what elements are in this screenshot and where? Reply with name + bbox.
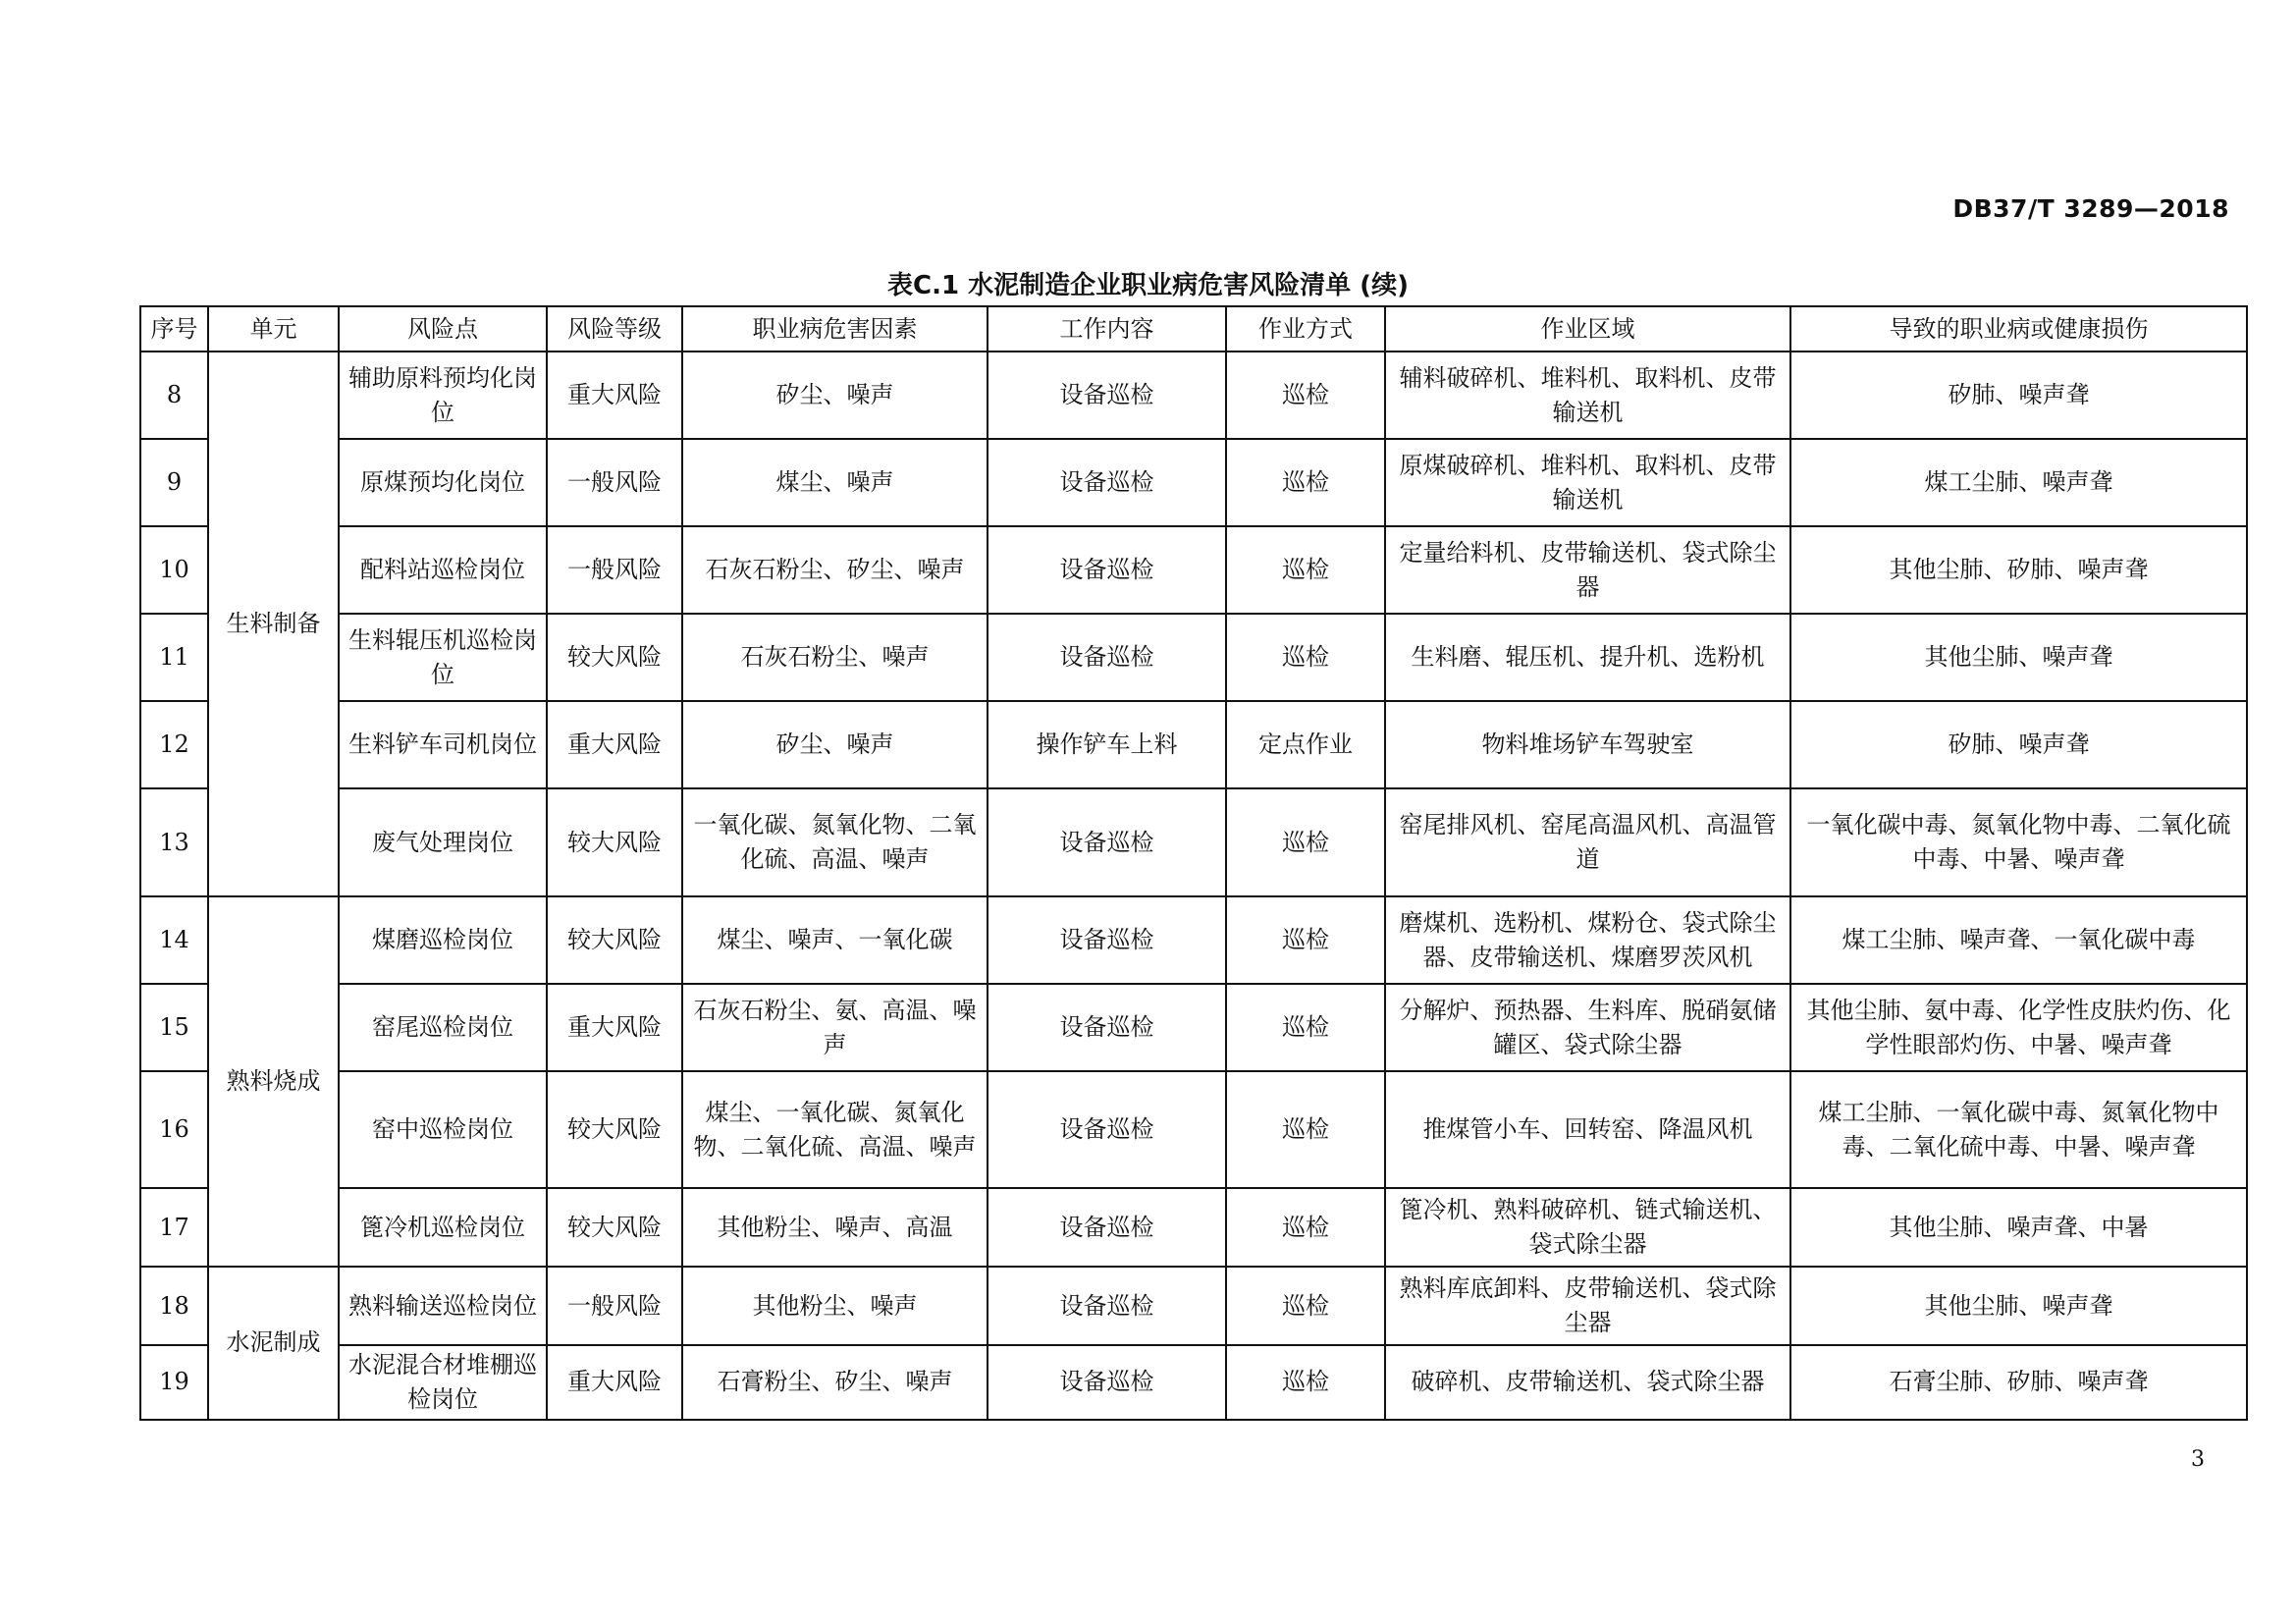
table-row <box>140 1345 2247 1420</box>
unit-cell: 水泥制成 <box>208 1267 339 1420</box>
hazard-factors: 一氧化碳、氮氧化物、二氧化硫、高温、噪声 <box>682 788 988 896</box>
risk-level: 重大风险 <box>547 701 682 788</box>
table-row <box>140 701 2247 788</box>
row-number: 14 <box>140 896 208 984</box>
page-number: 3 <box>2191 1447 2205 1472</box>
hazard-factors: 其他粉尘、噪声、高温 <box>682 1188 988 1267</box>
work-area: 推煤管小车、回转窑、降温风机 <box>1385 1071 1790 1188</box>
row-number: 15 <box>140 984 208 1071</box>
col-header: 单元 <box>208 306 339 352</box>
work-mode: 定点作业 <box>1226 701 1385 788</box>
hazard-factors: 石膏粉尘、矽尘、噪声 <box>682 1345 988 1420</box>
work-area: 原煤破碎机、堆料机、取料机、皮带输送机 <box>1385 439 1790 526</box>
row-number: 8 <box>140 352 208 439</box>
risk-level: 一般风险 <box>547 526 682 614</box>
work-mode: 巡检 <box>1226 984 1385 1071</box>
table-row <box>140 526 2247 614</box>
work-area: 分解炉、预热器、生料库、脱硝氨储罐区、袋式除尘器 <box>1385 984 1790 1071</box>
table-row <box>140 984 2247 1071</box>
row-number: 19 <box>140 1345 208 1420</box>
work-area: 物料堆场铲车驾驶室 <box>1385 701 1790 788</box>
disease: 其他尘肺、矽肺、噪声聋 <box>1790 526 2247 614</box>
table-row <box>140 439 2247 526</box>
risk-level: 较大风险 <box>547 614 682 701</box>
work-mode: 巡检 <box>1226 1188 1385 1267</box>
risk-level: 较大风险 <box>547 896 682 984</box>
col-header: 导致的职业病或健康损伤 <box>1790 306 2247 352</box>
work-mode: 巡检 <box>1226 614 1385 701</box>
work-content: 设备巡检 <box>988 1267 1226 1345</box>
work-content: 设备巡检 <box>988 1345 1226 1420</box>
work-content: 设备巡检 <box>988 614 1226 701</box>
risk-point: 窑中巡检岗位 <box>339 1071 547 1188</box>
risk-point: 生料铲车司机岗位 <box>339 701 547 788</box>
risk-point: 废气处理岗位 <box>339 788 547 896</box>
disease: 石膏尘肺、矽肺、噪声聋 <box>1790 1345 2247 1420</box>
hazard-factors: 煤尘、一氧化碳、氮氧化物、二氧化硫、高温、噪声 <box>682 1071 988 1188</box>
row-number: 9 <box>140 439 208 526</box>
col-header: 职业病危害因素 <box>682 306 988 352</box>
table-row <box>140 1267 2247 1345</box>
disease: 一氧化碳中毒、氮氧化物中毒、二氧化硫中毒、中暑、噪声聋 <box>1790 788 2247 896</box>
risk-table <box>139 305 2248 1421</box>
table-title: 表C.1 水泥制造企业职业病危害风险清单 (续) <box>887 271 1409 300</box>
unit-cell: 生料制备 <box>208 352 339 896</box>
work-area: 生料磨、辊压机、提升机、选粉机 <box>1385 614 1790 701</box>
risk-point: 窑尾巡检岗位 <box>339 984 547 1071</box>
table-header-row <box>140 306 2247 352</box>
work-area: 篦冷机、熟料破碎机、链式输送机、袋式除尘器 <box>1385 1188 1790 1267</box>
risk-level: 重大风险 <box>547 1345 682 1420</box>
hazard-factors: 石灰石粉尘、矽尘、噪声 <box>682 526 988 614</box>
disease: 矽肺、噪声聋 <box>1790 701 2247 788</box>
work-content: 设备巡检 <box>988 896 1226 984</box>
work-content: 设备巡检 <box>988 984 1226 1071</box>
risk-point: 辅助原料预均化岗位 <box>339 352 547 439</box>
col-header: 风险等级 <box>547 306 682 352</box>
disease: 煤工尘肺、一氧化碳中毒、氮氧化物中毒、二氧化硫中毒、中暑、噪声聋 <box>1790 1071 2247 1188</box>
risk-point: 篦冷机巡检岗位 <box>339 1188 547 1267</box>
col-header: 作业区域 <box>1385 306 1790 352</box>
table-row <box>140 1071 2247 1188</box>
risk-point: 熟料输送巡检岗位 <box>339 1267 547 1345</box>
disease: 其他尘肺、氨中毒、化学性皮肤灼伤、化学性眼部灼伤、中暑、噪声聋 <box>1790 984 2247 1071</box>
work-content: 设备巡检 <box>988 1188 1226 1267</box>
work-area: 磨煤机、选粉机、煤粉仓、袋式除尘器、皮带输送机、煤磨罗茨风机 <box>1385 896 1790 984</box>
row-number: 16 <box>140 1071 208 1188</box>
col-header: 风险点 <box>339 306 547 352</box>
risk-level: 一般风险 <box>547 439 682 526</box>
row-number: 18 <box>140 1267 208 1345</box>
work-mode: 巡检 <box>1226 896 1385 984</box>
work-content: 操作铲车上料 <box>988 701 1226 788</box>
work-mode: 巡检 <box>1226 439 1385 526</box>
work-mode: 巡检 <box>1226 788 1385 896</box>
hazard-factors: 矽尘、噪声 <box>682 352 988 439</box>
work-content: 设备巡检 <box>988 526 1226 614</box>
hazard-factors: 其他粉尘、噪声 <box>682 1267 988 1345</box>
risk-level: 重大风险 <box>547 984 682 1071</box>
risk-level: 较大风险 <box>547 1188 682 1267</box>
disease: 矽肺、噪声聋 <box>1790 352 2247 439</box>
row-number: 11 <box>140 614 208 701</box>
risk-point: 生料辊压机巡检岗位 <box>339 614 547 701</box>
work-content: 设备巡检 <box>988 439 1226 526</box>
table-row <box>140 896 2247 984</box>
disease: 煤工尘肺、噪声聋、一氧化碳中毒 <box>1790 896 2247 984</box>
work-content: 设备巡检 <box>988 788 1226 896</box>
work-area: 辅料破碎机、堆料机、取料机、皮带输送机 <box>1385 352 1790 439</box>
risk-level: 一般风险 <box>547 1267 682 1345</box>
unit-cell: 熟料烧成 <box>208 896 339 1267</box>
disease: 煤工尘肺、噪声聋 <box>1790 439 2247 526</box>
standard-code: DB37/T 3289—2018 <box>1952 194 2229 223</box>
work-area: 熟料库底卸料、皮带输送机、袋式除尘器 <box>1385 1267 1790 1345</box>
risk-point: 煤磨巡检岗位 <box>339 896 547 984</box>
risk-level: 较大风险 <box>547 1071 682 1188</box>
table-row <box>140 352 2247 439</box>
row-number: 10 <box>140 526 208 614</box>
disease: 其他尘肺、噪声聋、中暑 <box>1790 1188 2247 1267</box>
row-number: 13 <box>140 788 208 896</box>
work-mode: 巡检 <box>1226 1071 1385 1188</box>
work-area: 定量给料机、皮带输送机、袋式除尘器 <box>1385 526 1790 614</box>
risk-level: 较大风险 <box>547 788 682 896</box>
table-row <box>140 614 2247 701</box>
work-mode: 巡检 <box>1226 1267 1385 1345</box>
disease: 其他尘肺、噪声聋 <box>1790 614 2247 701</box>
row-number: 12 <box>140 701 208 788</box>
work-area: 窑尾排风机、窑尾高温风机、高温管道 <box>1385 788 1790 896</box>
work-mode: 巡检 <box>1226 1345 1385 1420</box>
risk-point: 原煤预均化岗位 <box>339 439 547 526</box>
row-number: 17 <box>140 1188 208 1267</box>
table-row <box>140 1188 2247 1267</box>
work-content: 设备巡检 <box>988 352 1226 439</box>
col-header: 作业方式 <box>1226 306 1385 352</box>
col-header: 工作内容 <box>988 306 1226 352</box>
hazard-factors: 煤尘、噪声、一氧化碳 <box>682 896 988 984</box>
hazard-factors: 石灰石粉尘、氨、高温、噪声 <box>682 984 988 1071</box>
work-mode: 巡检 <box>1226 526 1385 614</box>
col-header: 序号 <box>140 306 208 352</box>
work-content: 设备巡检 <box>988 1071 1226 1188</box>
hazard-factors: 煤尘、噪声 <box>682 439 988 526</box>
table-row <box>140 788 2247 896</box>
risk-point: 水泥混合材堆棚巡检岗位 <box>339 1345 547 1420</box>
hazard-factors: 石灰石粉尘、噪声 <box>682 614 988 701</box>
disease: 其他尘肺、噪声聋 <box>1790 1267 2247 1345</box>
risk-level: 重大风险 <box>547 352 682 439</box>
work-mode: 巡检 <box>1226 352 1385 439</box>
risk-point: 配料站巡检岗位 <box>339 526 547 614</box>
work-area: 破碎机、皮带输送机、袋式除尘器 <box>1385 1345 1790 1420</box>
hazard-factors: 矽尘、噪声 <box>682 701 988 788</box>
